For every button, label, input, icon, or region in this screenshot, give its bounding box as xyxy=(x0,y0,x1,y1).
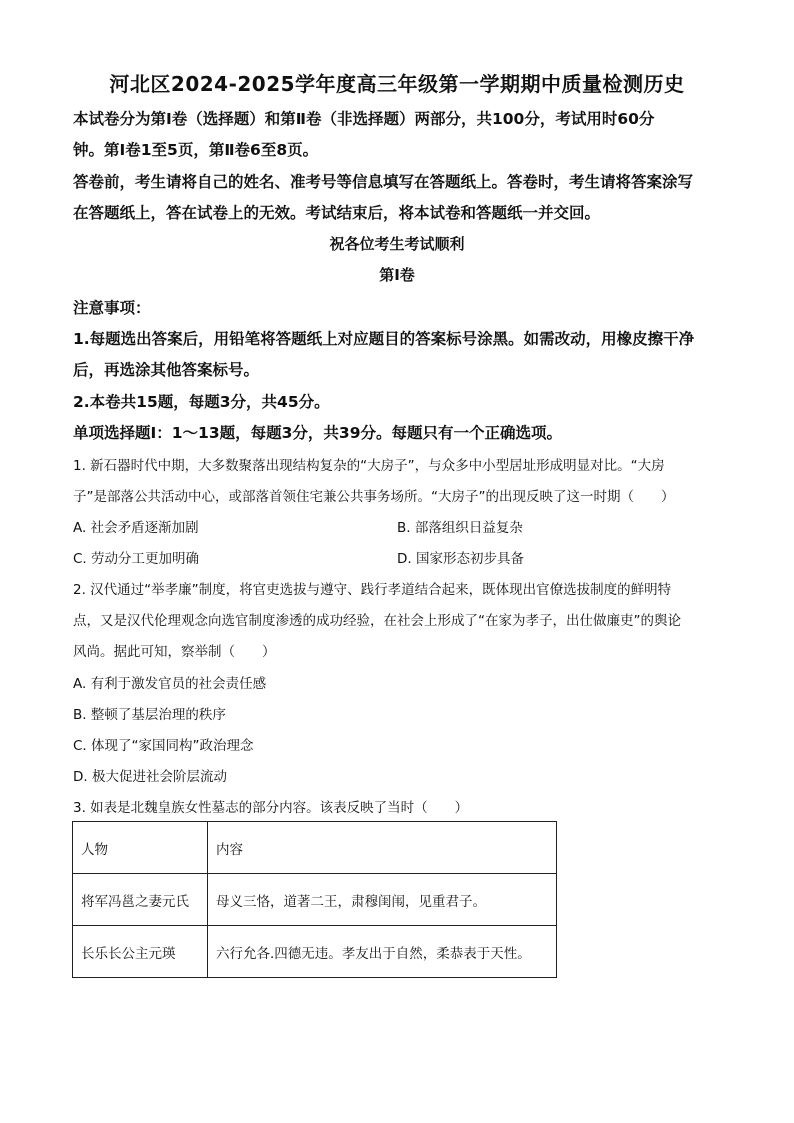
intro-line-4: 在答题纸上，答在试卷上的无效。考试结束后，将本试卷和答题纸一并交回。 xyxy=(73,204,601,222)
table-cell: 将军冯邕之妻元氏 xyxy=(73,874,208,926)
table-cell: 母义三恪，道著二王，肃穆闺闱，见重君子。 xyxy=(208,874,557,926)
question-2-option-b: B. 整顿了基层治理的秩序 xyxy=(73,707,226,723)
table-cell: 六行允各.四德无违。孝友出于自然，柔恭表于天性。 xyxy=(208,926,557,978)
question-3-table xyxy=(72,821,557,978)
table-header-cell: 内容 xyxy=(208,822,557,874)
question-2-option-d: D. 极大促进社会阶层流动 xyxy=(73,769,227,785)
question-2-stem-line-2: 点，又是汉代伦理观念向选官制度渗透的成功经验，在社会上形成了“在家为孝子，出仕做廉吏”的舆论 xyxy=(73,613,681,629)
question-1-option-c: C. 劳动分工更加明确 xyxy=(73,551,200,567)
intro-line-3: 答卷前，考生请将自己的姓名、准考号等信息填写在答题纸上。答卷时，考生请将答案涂写 xyxy=(73,173,694,191)
part-title: 第Ⅰ卷 xyxy=(379,266,415,284)
table-header-cell: 人物 xyxy=(73,822,208,874)
notes-item-1-line-2: 后，再选涂其他答案标号。 xyxy=(73,361,260,379)
notes-item-1-line-1: 1.每题选出答案后，用铅笔将答题纸上对应题目的答案标号涂黑。如需改动，用橡皮擦干净 xyxy=(73,330,695,348)
notes-heading: 注意事项： xyxy=(73,299,151,317)
table-cell: 长乐长公主元瑛 xyxy=(73,926,208,978)
table-row xyxy=(73,874,557,926)
intro-line-2: 钟。第Ⅰ卷1至5页，第Ⅱ卷6至8页。 xyxy=(73,141,319,159)
question-2-option-a: A. 有利于激发官员的社会责任感 xyxy=(73,676,267,692)
question-2-stem-line-1: 2. 汉代通过“举孝廉”制度，将官吏选拔与遵守、践行孝道结合起来，既体现出官僚选拔制度的鲜明特 xyxy=(73,582,672,598)
question-1-option-d: D. 国家形态初步具备 xyxy=(397,551,524,567)
section-heading: 单项选择题Ⅰ：1～13题，每题3分，共39分。每题只有一个正确选项。 xyxy=(73,424,562,442)
table-header-row xyxy=(73,822,557,874)
question-1-stem-line-1: 1. 新石器时代中期，大多数聚落出现结构复杂的“大房子”，与众多中小型居址形成明显对比。“大房 xyxy=(73,458,665,474)
question-2-option-c: C. 体现了“家国同构”政治理念 xyxy=(73,738,254,754)
intro-line-1: 本试卷分为第Ⅰ卷（选择题）和第Ⅱ卷（非选择题）两部分，共100分，考试用时60分 xyxy=(73,110,655,128)
table-row xyxy=(73,926,557,978)
question-1-option-b: B. 部落组织日益复杂 xyxy=(397,520,523,536)
blessing-line: 祝各位考生考试顺利 xyxy=(329,235,465,253)
question-1-stem-line-2: 子”是部落公共活动中心，或部落首领住宅兼公共事务场所。“大房子”的出现反映了这一时期（ ） xyxy=(73,489,675,505)
question-1-option-a: A. 社会矛盾逐渐加剧 xyxy=(73,520,199,536)
notes-item-2: 2.本卷共15题，每题3分，共45分。 xyxy=(73,393,330,411)
exam-title: 河北区2024-2025学年度高三年级第一学期期中质量检测历史 xyxy=(109,72,685,96)
question-3-stem-line-1: 3. 如表是北魏皇族女性墓志的部分内容。该表反映了当时（ ） xyxy=(73,800,469,816)
question-2-stem-line-3: 风尚。据此可知，察举制（ ） xyxy=(73,644,276,660)
